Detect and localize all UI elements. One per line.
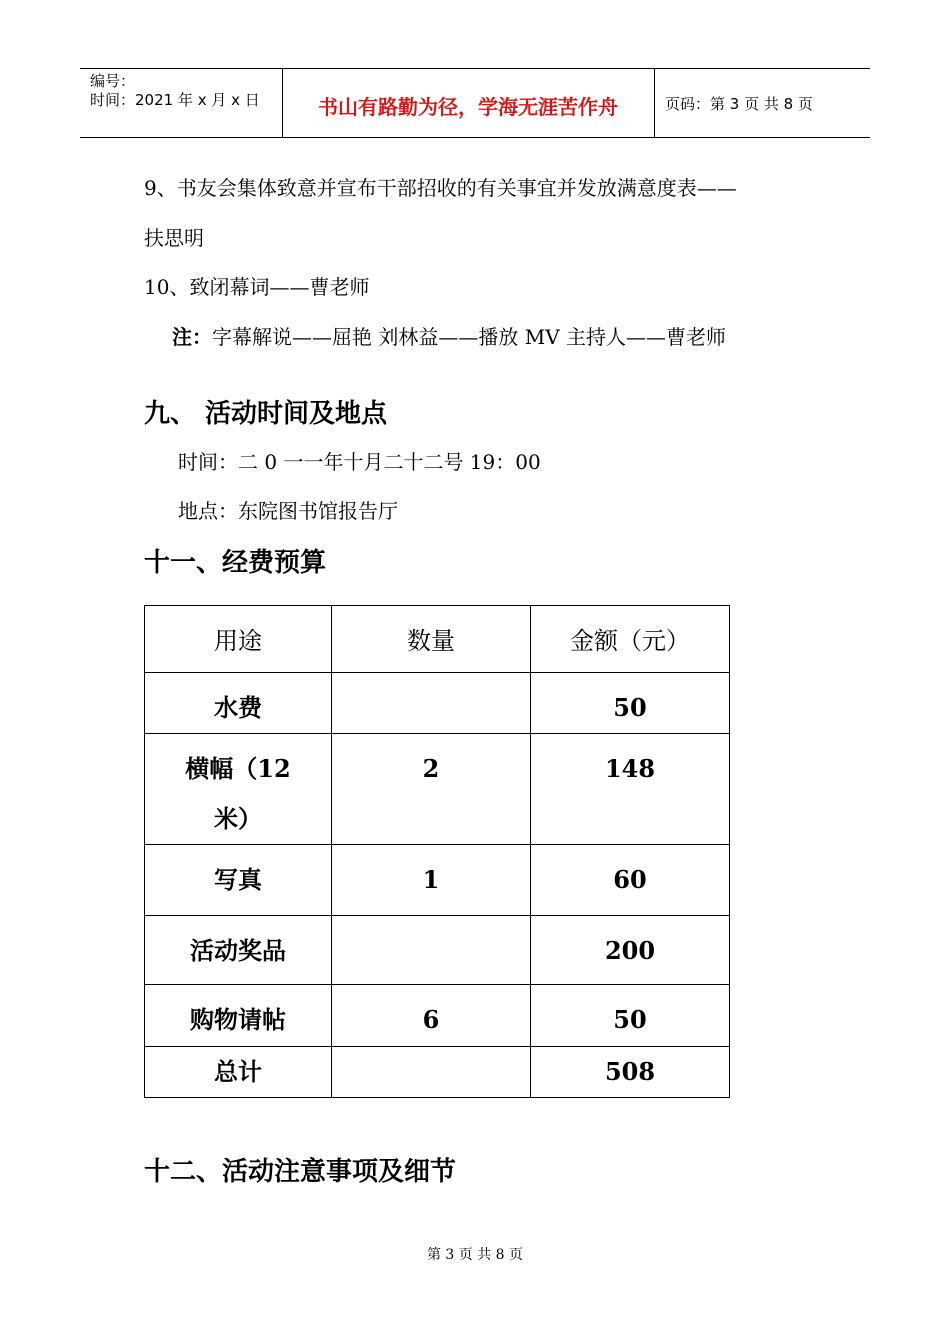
cell-use: 写真 bbox=[145, 845, 332, 916]
header-number-label: 编号： bbox=[90, 72, 136, 90]
cell-amount: 148 bbox=[531, 734, 730, 845]
note-label: 注： bbox=[172, 325, 212, 349]
note-text: 字幕解说——屈艳 刘林益——播放 MV 主持人——曹老师 bbox=[212, 325, 726, 349]
table-row bbox=[145, 734, 730, 845]
col-header-use: 用途 bbox=[145, 606, 332, 673]
cell-use: 横幅（12 米） bbox=[145, 734, 332, 845]
col-header-qty: 数量 bbox=[332, 606, 531, 673]
cell-use: 总计 bbox=[145, 1047, 332, 1098]
cell-amount: 200 bbox=[531, 916, 730, 985]
header-slogan-cell bbox=[282, 69, 655, 137]
item-10: 10、致闭幕词——曹老师 bbox=[144, 275, 370, 299]
header-time-label: 时间：2021 年 x 月 x 日 bbox=[90, 91, 260, 109]
event-place: 地点：东院图书馆报告厅 bbox=[178, 499, 398, 523]
table-row bbox=[145, 985, 730, 1047]
header-page-info: 页码：第 3 页 共 8 页 bbox=[665, 95, 813, 113]
cell-qty: 2 bbox=[332, 734, 531, 845]
table-row bbox=[145, 845, 730, 916]
cell-use: 购物请帖 bbox=[145, 985, 332, 1047]
header-slogan: 书山有路勤为径，学海无涯苦作舟 bbox=[318, 95, 618, 119]
header-page-cell bbox=[655, 69, 870, 137]
cell-qty bbox=[332, 1047, 531, 1098]
header-meta-cell bbox=[80, 69, 283, 137]
page-header bbox=[80, 68, 870, 138]
cell-qty: 6 bbox=[332, 985, 531, 1047]
section-9-heading: 九、 活动时间及地点 bbox=[144, 399, 388, 429]
budget-table bbox=[144, 605, 730, 1098]
event-time: 时间：二 0 一一年十月二十二号 19：00 bbox=[178, 450, 541, 474]
table-row bbox=[145, 673, 730, 734]
cell-qty: 1 bbox=[332, 845, 531, 916]
item-9-line-1: 9、书友会集体致意并宣布干部招收的有关事宜并发放满意度表—— bbox=[144, 176, 737, 200]
section-12-heading: 十二、活动注意事项及细节 bbox=[144, 1157, 457, 1187]
col-header-amount: 金额（元） bbox=[531, 606, 730, 673]
cell-use: 水费 bbox=[145, 673, 332, 734]
cell-qty bbox=[332, 916, 531, 985]
cell-amount: 60 bbox=[531, 845, 730, 916]
item-9-line-2: 扶思明 bbox=[144, 226, 204, 250]
page-footer: 第 3 页 共 8 页 bbox=[426, 1247, 524, 1263]
section-11-heading: 十一、经费预算 bbox=[144, 548, 327, 578]
table-header-row bbox=[145, 606, 730, 673]
table-row-total bbox=[145, 1047, 730, 1098]
note-paragraph bbox=[172, 321, 726, 350]
cell-qty bbox=[332, 673, 531, 734]
cell-amount: 50 bbox=[531, 673, 730, 734]
table-row bbox=[145, 916, 730, 985]
cell-amount: 508 bbox=[531, 1047, 730, 1098]
cell-use: 活动奖品 bbox=[145, 916, 332, 985]
cell-amount: 50 bbox=[531, 985, 730, 1047]
